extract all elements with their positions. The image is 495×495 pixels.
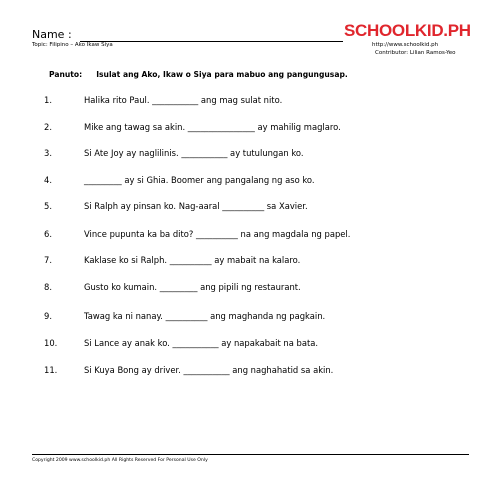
item-number: 11. — [44, 365, 58, 375]
item-number: 6. — [44, 229, 52, 239]
item-number: 10. — [44, 338, 58, 348]
item-text: Kaklase ko si Ralph. __________ ay mabait na kalaro. — [84, 255, 301, 265]
site-url: http://www.schoolkid.ph — [372, 42, 439, 48]
item-text: Si Lance ay anak ko. ___________ ay napakabait na bata. — [84, 338, 319, 348]
instruction-text: Isulat ang Ako, Ikaw o Siya para mabuo ang pangungusap. — [96, 70, 348, 79]
instruction-label: Panuto: — [49, 70, 83, 79]
schoolkid-logo: SCHOOLKID.PH — [344, 21, 471, 40]
name-field-line — [80, 41, 343, 42]
item-text: Tawag ka ni nanay. __________ ang maghanda ng pagkain. — [84, 311, 326, 321]
item-number: 8. — [44, 282, 52, 292]
item-number: 9. — [44, 311, 52, 321]
topic-text: Topic: Filipino – Ako Ikaw Siya — [32, 42, 113, 48]
item-text: Si Ralph ay pinsan ko. Nag-aaral __________ sa Xavier. — [84, 201, 308, 211]
instruction — [49, 70, 348, 79]
item-number: 3. — [44, 148, 52, 158]
item-text: _________ ay si Ghia. Boomer ang pangalang ng aso ko. — [84, 175, 315, 185]
item-text: Halika rito Paul. ___________ ang mag sulat nito. — [84, 95, 283, 105]
item-text: Mike ang tawag sa akin. ________________ ay mahilig maglaro. — [84, 122, 341, 132]
item-number: 1. — [44, 95, 52, 105]
item-text: Si Kuya Bong ay driver. ___________ ang naghahatid sa akin. — [84, 365, 334, 375]
item-number: 5. — [44, 201, 52, 211]
item-number: 7. — [44, 255, 52, 265]
footer-text: Copyright 2009 www.schoolkid.ph All Rights Reserved For Personal Use Only — [32, 458, 208, 463]
item-text: Si Ate Joy ay naglilinis. ___________ ay tutulungan ko. — [84, 148, 304, 158]
contributor-text: Contributor: Lilian Ramos-Yeo — [375, 50, 456, 56]
item-number: 4. — [44, 175, 52, 185]
name-label: Name : — [32, 28, 72, 41]
item-text: Vince pupunta ka ba dito? __________ na ang magdala ng papel. — [84, 229, 351, 239]
footer-divider — [32, 454, 469, 455]
item-number: 2. — [44, 122, 52, 132]
item-text: Gusto ko kumain. _________ ang pipili ng restaurant. — [84, 282, 301, 292]
